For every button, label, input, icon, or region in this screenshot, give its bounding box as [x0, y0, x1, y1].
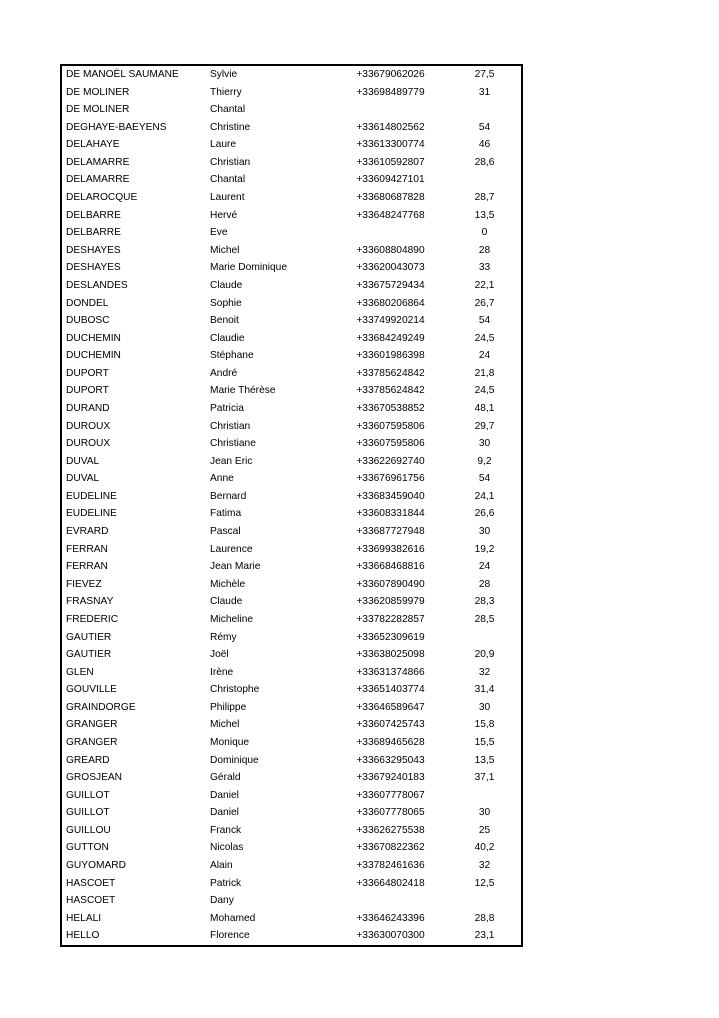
cell-first-name: Florence: [210, 930, 250, 942]
table-row: [61, 558, 522, 576]
cell-phone: +33651403774: [356, 684, 425, 696]
table-row: [61, 330, 522, 348]
cell-value: 25: [478, 824, 491, 836]
cell-last-name: DUCHEMIN: [66, 332, 121, 344]
cell-value: 32: [478, 860, 491, 872]
cell-first-name: Monique: [210, 736, 250, 748]
table-row: [61, 787, 522, 805]
cell-last-name: DUROUX: [66, 420, 111, 432]
cell-first-name: Mohamed: [210, 912, 256, 924]
cell-last-name: HASCOET: [66, 895, 116, 907]
cell-phone: +33646243396: [356, 912, 425, 924]
table-row: [61, 646, 522, 664]
table-row: [61, 505, 522, 523]
cell-value: 30: [478, 701, 491, 713]
table-row: [61, 347, 522, 365]
table-row: [61, 65, 522, 84]
cell-last-name: DE MANOËL SAUMANE: [66, 69, 179, 80]
cell-last-name: GUILLOT: [66, 807, 110, 819]
cell-value: 40,2: [474, 842, 495, 854]
cell-phone: +33680687828: [356, 192, 425, 204]
cell-value: 13,5: [474, 209, 495, 221]
cell-first-name: Michel: [210, 244, 240, 256]
cell-first-name: Dominique: [210, 754, 259, 766]
cell-last-name: DELAHAYE: [66, 139, 120, 151]
cell-value: 54: [478, 315, 491, 327]
cell-phone: +33631374866: [356, 666, 425, 678]
cell-last-name: DUVAL: [66, 455, 100, 467]
cell-phone: +33607425743: [356, 719, 425, 731]
table-row: [61, 699, 522, 717]
cell-last-name: EUDELINE: [66, 490, 117, 502]
cell-last-name: GUILLOU: [66, 824, 111, 836]
cell-first-name: Jean Eric: [210, 455, 253, 467]
cell-phone: +33785624842: [356, 385, 425, 397]
cell-first-name: Marie Thérèse: [210, 385, 276, 397]
cell-first-name: Laurent: [210, 192, 245, 204]
cell-first-name: Nicolas: [210, 842, 244, 854]
table-row: [61, 857, 522, 875]
cell-phone: +33610592807: [356, 156, 425, 168]
cell-phone: +33668468816: [356, 561, 425, 573]
cell-phone: +33782282857: [356, 613, 425, 625]
cell-first-name: Anne: [210, 473, 234, 485]
table-row: [61, 611, 522, 629]
cell-last-name: DUCHEMIN: [66, 350, 121, 362]
cell-phone: [333, 892, 444, 910]
contact-table-body: [61, 65, 522, 946]
cell-value: 37,1: [474, 772, 495, 784]
cell-value: 54: [478, 473, 491, 485]
cell-first-name: Chantal: [210, 104, 246, 116]
cell-value: 24: [478, 350, 491, 362]
cell-value: 29,7: [474, 420, 495, 432]
cell-first-name: Dany: [210, 895, 234, 907]
cell-phone: +33683459040: [356, 490, 425, 502]
cell-last-name: GUTTON: [66, 842, 109, 854]
table-row: [61, 136, 522, 154]
cell-value: 28,6: [474, 156, 495, 168]
cell-value: 30: [478, 438, 491, 450]
cell-phone: +33620043073: [356, 262, 425, 274]
cell-last-name: GLEN: [66, 666, 94, 678]
table-row: [61, 752, 522, 770]
cell-first-name: Laure: [210, 139, 237, 151]
table-row: [61, 259, 522, 277]
cell-phone: +33614802562: [356, 121, 425, 133]
table-row: [61, 681, 522, 699]
cell-value: [444, 892, 522, 910]
cell-phone: +33648247768: [356, 209, 425, 221]
cell-value: 21,8: [474, 367, 495, 379]
cell-first-name: Sophie: [210, 297, 242, 309]
contact-table-container: [60, 64, 521, 947]
cell-phone: +33782461636: [356, 860, 425, 872]
cell-value: 30: [478, 807, 491, 819]
cell-last-name: GRANGER: [66, 736, 118, 748]
table-row: [61, 470, 522, 488]
cell-phone: +33676961756: [356, 473, 425, 485]
cell-phone: +33613300774: [356, 139, 425, 151]
cell-first-name: Patrick: [210, 877, 242, 889]
cell-value: 54: [478, 121, 491, 133]
cell-last-name: GUYOMARD: [66, 860, 126, 872]
cell-value: 15,8: [474, 719, 495, 731]
cell-last-name: DELAMARRE: [66, 174, 130, 186]
cell-value: 12,5: [474, 877, 495, 889]
cell-first-name: Joël: [210, 649, 229, 661]
cell-last-name: DESLANDES: [66, 279, 128, 291]
cell-phone: +33607595806: [356, 438, 425, 450]
cell-value: 31: [478, 86, 491, 98]
cell-first-name: Chantal: [210, 174, 246, 186]
cell-phone: +33620859979: [356, 596, 425, 608]
cell-last-name: DELBARRE: [66, 227, 121, 239]
table-row: [61, 875, 522, 893]
cell-last-name: EUDELINE: [66, 508, 117, 520]
cell-last-name: FREDERIC: [66, 613, 119, 625]
cell-last-name: DELAROCQUE: [66, 192, 138, 204]
cell-first-name: Sylvie: [210, 69, 238, 80]
cell-first-name: Franck: [210, 824, 242, 836]
cell-first-name: Pascal: [210, 526, 241, 538]
table-row: [61, 523, 522, 541]
cell-first-name: Christian: [210, 420, 251, 432]
cell-phone: +33670538852: [356, 402, 425, 414]
cell-value: 26,6: [474, 508, 495, 520]
cell-last-name: FIEVEZ: [66, 578, 102, 590]
cell-last-name: DESHAYES: [66, 244, 121, 256]
cell-last-name: DUROUX: [66, 438, 111, 450]
cell-first-name: Laurence: [210, 543, 253, 555]
cell-phone: +33679062026: [356, 69, 425, 80]
cell-value: 28,7: [474, 192, 495, 204]
table-row: [61, 488, 522, 506]
cell-first-name: Christian: [210, 156, 251, 168]
cell-phone: +33785624842: [356, 367, 425, 379]
cell-phone: +33699382616: [356, 543, 425, 555]
cell-first-name: Hervé: [210, 209, 238, 221]
table-row: [61, 910, 522, 928]
cell-phone: +33680206864: [356, 297, 425, 309]
cell-last-name: DE MOLINER: [66, 86, 130, 98]
cell-value: [444, 101, 522, 119]
cell-first-name: Michèle: [210, 578, 246, 590]
cell-phone: +33675729434: [356, 279, 425, 291]
cell-first-name: Claude: [210, 279, 243, 291]
cell-value: 31,4: [474, 684, 495, 696]
cell-first-name: Philippe: [210, 701, 247, 713]
cell-first-name: Christine: [210, 121, 251, 133]
cell-phone: +33687727948: [356, 526, 425, 538]
cell-first-name: Irène: [210, 666, 234, 678]
table-row: [61, 400, 522, 418]
cell-value: 23,1: [474, 930, 495, 942]
cell-first-name: Alain: [210, 860, 233, 872]
cell-value: 27,5: [474, 69, 495, 80]
cell-phone: +33607595806: [356, 420, 425, 432]
cell-first-name: Michel: [210, 719, 240, 731]
cell-last-name: EVRARD: [66, 526, 109, 538]
table-row: [61, 927, 522, 946]
cell-last-name: GRANGER: [66, 719, 118, 731]
table-row: [61, 382, 522, 400]
cell-phone: [333, 224, 444, 242]
table-row: [61, 839, 522, 857]
cell-last-name: GAUTIER: [66, 631, 112, 643]
table-row: [61, 295, 522, 313]
table-row: [61, 312, 522, 330]
cell-phone: +33698489779: [356, 86, 425, 98]
cell-value: 24: [478, 561, 491, 573]
cell-phone: +33749920214: [356, 315, 425, 327]
cell-value: 15,5: [474, 736, 495, 748]
cell-phone: +33638025098: [356, 649, 425, 661]
cell-value: [444, 787, 522, 805]
cell-last-name: HASCOET: [66, 877, 116, 889]
table-row: [61, 734, 522, 752]
cell-phone: +33670822362: [356, 842, 425, 854]
cell-last-name: GROSJEAN: [66, 772, 123, 784]
table-row: [61, 207, 522, 225]
cell-value: 46: [478, 139, 491, 151]
cell-last-name: DURAND: [66, 402, 110, 414]
table-row: [61, 822, 522, 840]
table-row: [61, 541, 522, 559]
cell-first-name: Benoit: [210, 315, 239, 327]
cell-value: 28,3: [474, 596, 495, 608]
cell-first-name: Gérald: [210, 772, 241, 784]
table-row: [61, 418, 522, 436]
cell-first-name: Patricia: [210, 402, 244, 414]
cell-first-name: Stéphane: [210, 350, 254, 362]
cell-last-name: DUPORT: [66, 385, 109, 397]
cell-last-name: GOUVILLE: [66, 684, 117, 696]
cell-last-name: FRASNAY: [66, 596, 114, 608]
table-row: [61, 453, 522, 471]
cell-phone: +33664802418: [356, 877, 425, 889]
cell-phone: +33652309619: [356, 631, 425, 643]
table-row: [61, 224, 522, 242]
cell-first-name: Daniel: [210, 807, 239, 819]
cell-value: [444, 629, 522, 647]
cell-phone: +33689465628: [356, 736, 425, 748]
table-row: [61, 119, 522, 137]
cell-last-name: GUILLOT: [66, 789, 110, 801]
cell-value: 0: [481, 227, 488, 239]
cell-value: 26,7: [474, 297, 495, 309]
cell-first-name: Micheline: [210, 613, 254, 625]
cell-first-name: Christiane: [210, 438, 256, 450]
cell-value: [444, 171, 522, 189]
cell-last-name: DELAMARRE: [66, 156, 130, 168]
cell-first-name: André: [210, 367, 238, 379]
cell-value: 28,8: [474, 912, 495, 924]
cell-phone: +33646589647: [356, 701, 425, 713]
cell-first-name: Claude: [210, 596, 243, 608]
cell-first-name: Marie Dominique: [210, 262, 288, 274]
cell-value: 28,5: [474, 613, 495, 625]
cell-last-name: HELALI: [66, 912, 102, 924]
cell-value: 24,1: [474, 490, 495, 502]
table-row: [61, 716, 522, 734]
cell-phone: +33608331844: [356, 508, 425, 520]
cell-first-name: Rémy: [210, 631, 237, 643]
table-row: [61, 769, 522, 787]
cell-last-name: GREARD: [66, 754, 110, 766]
cell-phone: +33607778067: [356, 789, 425, 801]
cell-first-name: Thierry: [210, 86, 242, 98]
cell-first-name: Fatima: [210, 508, 242, 520]
table-row: [61, 664, 522, 682]
cell-value: 32: [478, 666, 491, 678]
cell-last-name: DELBARRE: [66, 209, 121, 221]
cell-value: 28: [478, 578, 491, 590]
cell-phone: +33679240183: [356, 772, 425, 784]
table-row: [61, 101, 522, 119]
cell-first-name: Christophe: [210, 684, 260, 696]
cell-last-name: FERRAN: [66, 543, 108, 555]
cell-value: 30: [478, 526, 491, 538]
cell-phone: +33607778065: [356, 807, 425, 819]
table-row: [61, 435, 522, 453]
cell-phone: +33626275538: [356, 824, 425, 836]
cell-value: 22,1: [474, 279, 495, 291]
cell-phone: +33630070300: [356, 930, 425, 942]
cell-last-name: DONDEL: [66, 297, 109, 309]
cell-value: 9,2: [477, 455, 492, 467]
table-row: [61, 189, 522, 207]
cell-value: 33: [478, 262, 491, 274]
cell-phone: +33608804890: [356, 244, 425, 256]
cell-value: 13,5: [474, 754, 495, 766]
cell-phone: +33684249249: [356, 332, 425, 344]
cell-first-name: Bernard: [210, 490, 247, 502]
table-row: [61, 804, 522, 822]
cell-value: 48,1: [474, 402, 495, 414]
cell-last-name: DE MOLINER: [66, 104, 130, 116]
cell-value: 24,5: [474, 385, 495, 397]
cell-last-name: DUBOSC: [66, 315, 110, 327]
table-row: [61, 171, 522, 189]
table-row: [61, 365, 522, 383]
cell-last-name: GAUTIER: [66, 649, 112, 661]
table-row: [61, 242, 522, 260]
cell-phone: +33601986398: [356, 350, 425, 362]
table-row: [61, 576, 522, 594]
cell-last-name: DESHAYES: [66, 262, 121, 274]
cell-phone: [333, 101, 444, 119]
cell-value: 19,2: [474, 543, 495, 555]
table-row: [61, 892, 522, 910]
cell-first-name: Daniel: [210, 789, 239, 801]
cell-phone: +33622692740: [356, 455, 425, 467]
contact-table: [60, 64, 523, 947]
table-row: [61, 154, 522, 172]
table-row: [61, 277, 522, 295]
table-row: [61, 629, 522, 647]
table-row: [61, 593, 522, 611]
cell-last-name: DUPORT: [66, 367, 109, 379]
cell-phone: +33607890490: [356, 578, 425, 590]
cell-first-name: Claudie: [210, 332, 245, 344]
table-row: [61, 84, 522, 102]
cell-last-name: FERRAN: [66, 561, 108, 573]
cell-first-name: Jean Marie: [210, 561, 261, 573]
cell-first-name: Eve: [210, 227, 228, 239]
cell-last-name: GRAINDORGE: [66, 701, 136, 713]
cell-value: 20,9: [474, 649, 495, 661]
cell-phone: +33609427101: [356, 174, 425, 186]
cell-last-name: DUVAL: [66, 473, 100, 485]
cell-last-name: DEGHAYE-BAEYENS: [66, 121, 167, 133]
cell-phone: +33663295043: [356, 754, 425, 766]
cell-value: 24,5: [474, 332, 495, 344]
cell-value: 28: [478, 244, 491, 256]
cell-last-name: HELLO: [66, 930, 100, 942]
